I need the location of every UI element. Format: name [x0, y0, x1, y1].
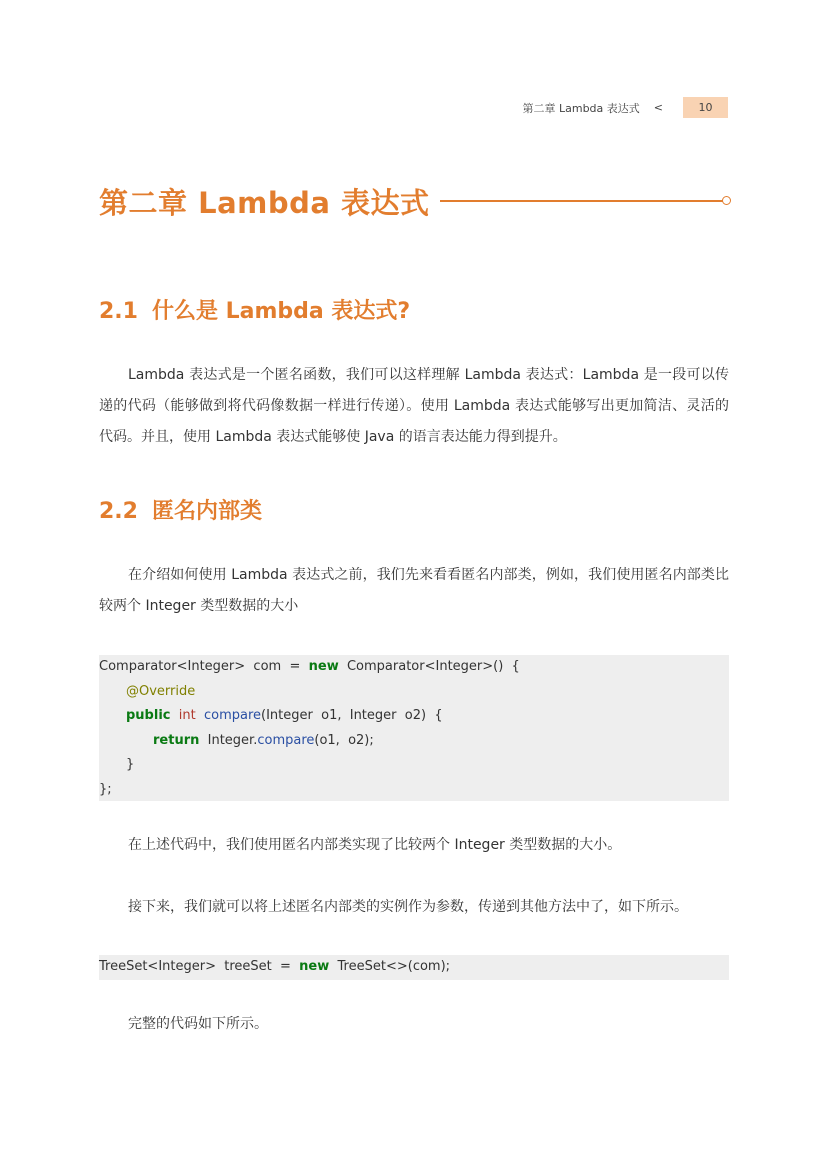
- section-title: 什么是 Lambda 表达式?: [151, 299, 411, 324]
- rule-end-circle-icon: [722, 196, 731, 205]
- next-text-paragraph: 接下来，我们就可以将上述匿名内部类的实例作为参数，传递到其他方法中了，如下所示。: [128, 899, 688, 915]
- section-number: 2.1: [99, 299, 138, 324]
- section-heading-2-2: [99, 494, 262, 525]
- header-arrow: <: [653, 101, 663, 114]
- code-line: TreeSet<Integer> treeSet = new TreeSet<>(com);: [99, 959, 451, 974]
- code-block-comparator: [99, 655, 729, 801]
- code-line: Comparator<Integer> com = new Comparator<Integer>() {: [99, 659, 520, 674]
- chapter-title: 第二章 Lambda 表达式: [99, 185, 430, 220]
- section-title: 匿名内部类: [151, 499, 262, 524]
- section-number: 2.2: [99, 499, 138, 524]
- page-number-badge: 10: [683, 97, 728, 118]
- final-text-paragraph: 完整的代码如下所示。: [128, 1016, 268, 1032]
- chapter-title-rule: [440, 200, 729, 202]
- code-line: }: [126, 757, 135, 773]
- code-line: public int compare(Integer o1, Integer o2) {: [126, 708, 443, 724]
- section-heading-2-1: [99, 294, 410, 325]
- header-chapter-title: 第二章 Lambda 表达式: [522, 101, 640, 115]
- after-code-paragraph: 在上述代码中，我们使用匿名内部类实现了比较两个 Integer 类型数据的大小。: [128, 837, 622, 853]
- section-2-1-paragraph: Lambda 表达式是一个匿名函数，我们可以这样理解 Lambda 表达式：Lambda 是一段可以传递的代码（能够做到将代码像数据一样进行传递）。使用 Lambda 表达式能够写出更加简洁、灵活的代码。并且，使用 Lambda 表达式能够使 Java 的语言表达能力得到提升。: [99, 367, 729, 445]
- code-line: @Override: [126, 683, 196, 699]
- code-line: return Integer.compare(o1, o2);: [153, 732, 374, 748]
- chapter-title-row: [99, 178, 729, 224]
- code-line: };: [99, 781, 112, 797]
- code-block-treeset: [99, 955, 729, 980]
- running-header: [522, 97, 728, 118]
- section-2-2-intro: 在介绍如何使用 Lambda 表达式之前，我们先来看看匿名内部类，例如，我们使用匿名内部类比较两个 Integer 类型数据的大小: [99, 567, 729, 614]
